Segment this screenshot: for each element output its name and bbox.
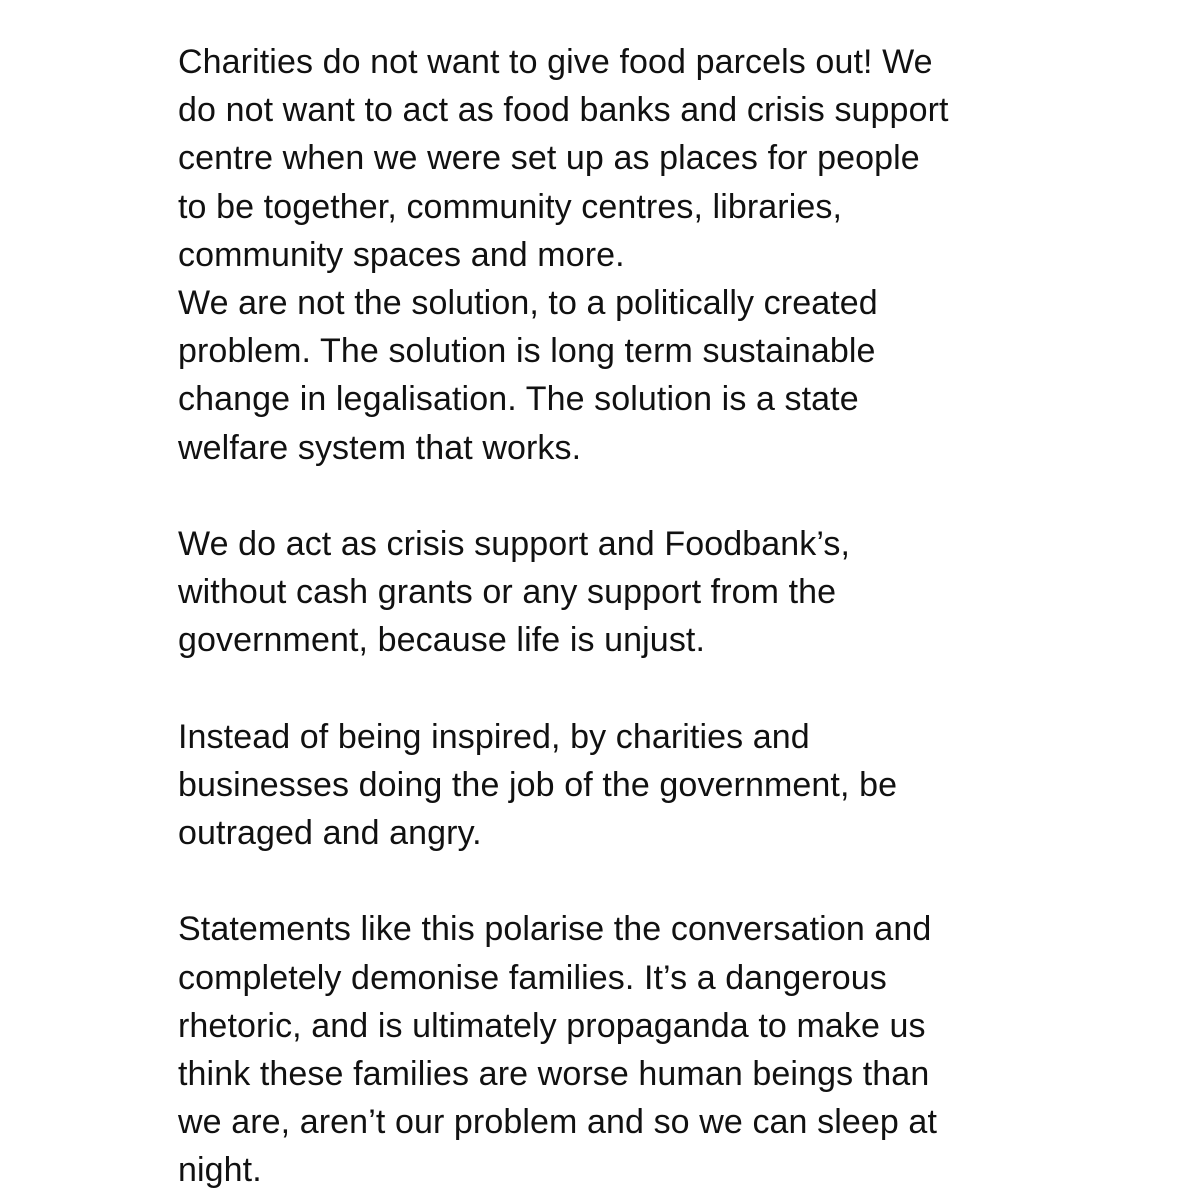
text-line: rhetoric, and is ultimately propaganda to make us <box>178 1006 926 1045</box>
text-line: to be together, community centres, libraries, <box>178 187 843 226</box>
paragraph-spacer <box>178 472 1178 520</box>
text-line: Instead of being inspired, by charities and <box>178 717 810 756</box>
paragraph-spacer <box>178 664 1178 712</box>
text-line: government, because life is unjust. <box>178 621 706 660</box>
text-line: community spaces and more. <box>178 235 625 274</box>
text-line: we are, aren’t our problem and so we can sleep at <box>178 1103 937 1142</box>
text-line: night. <box>178 1151 262 1190</box>
text-line: change in legalisation. The solution is a state <box>178 380 859 419</box>
text-line: Charities do not want to give food parcels out! We <box>178 43 933 81</box>
text-line: do not want to act as food banks and crisis support <box>178 91 949 130</box>
note-text <box>178 38 1178 1195</box>
text-line: without cash grants or any support from the <box>178 573 837 612</box>
text-line: centre when we were set up as places for people <box>178 139 920 178</box>
paragraph-1 <box>178 38 1178 472</box>
text-line: Statements like this polarise the conversation and <box>178 910 932 949</box>
text-line: think these families are worse human beings than <box>178 1054 930 1093</box>
text-line: completely demonise families. It’s a dangerous <box>178 958 887 997</box>
text-line: businesses doing the job of the government, be <box>178 765 898 804</box>
paragraph-4 <box>178 905 1178 1194</box>
paragraph-3 <box>178 713 1178 858</box>
text-line: outraged and angry. <box>178 814 482 852</box>
text-line: problem. The solution is long term sustainable <box>178 332 876 371</box>
paragraph-spacer <box>178 857 1178 905</box>
paragraph-2 <box>178 520 1178 665</box>
text-line: welfare system that works. <box>178 428 582 467</box>
text-line: We are not the solution, to a politically created <box>178 283 878 322</box>
text-line: We do act as crisis support and Foodbank’s, <box>178 524 851 563</box>
